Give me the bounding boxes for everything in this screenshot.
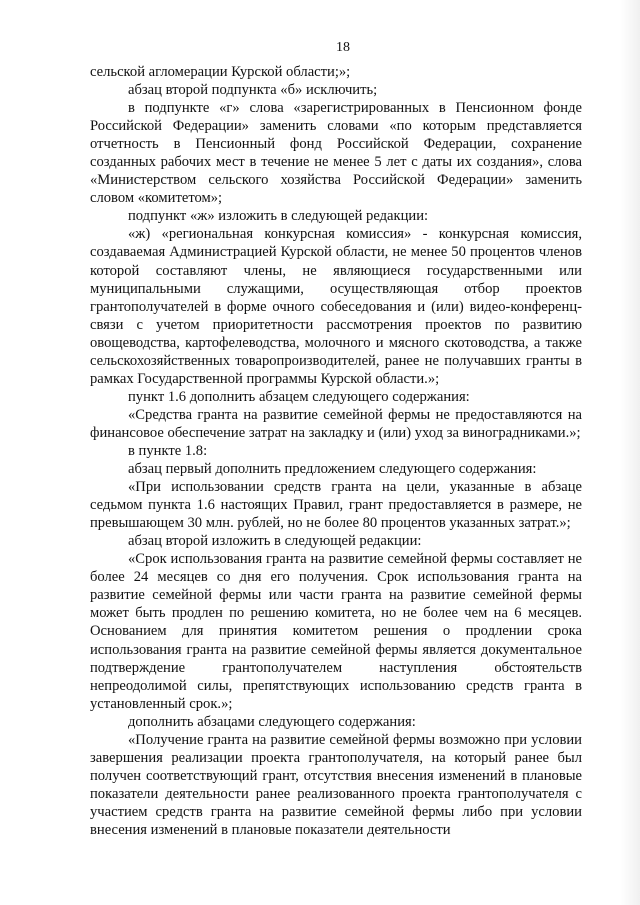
paragraph-5: «ж) «региональная конкурсная комиссия» - конкурсная комиссия, создаваемая Администрацией Курской области, не менее 50 процентов членов которой составляют члены, не являющиеся государственными или муниципальными служащими, осуществляющая отбор проектов грантополучателей в форме очного собеседования и (или) видео-конференц-связи с учетом приоритетности рассмотрения проектов по развитию овощеводства, картофелеводства, молочного и мясного скотоводства, а также сельскохозяйственных товаропроизводителей, ранее не получавших гранты в рамках Государственной программы Курской области.»;	[90, 226, 582, 387]
paragraph-2: абзац второй подпункта «б» исключить;	[128, 82, 378, 99]
page-number: 18	[336, 40, 350, 55]
paragraph-9: абзац первый дополнить предложением следующего содержания:	[128, 461, 537, 478]
paragraph-12: «Срок использования гранта на развитие семейной фермы составляет не более 24 месяцев со дня его получения. Срок использования гранта на развитие семейной фермы или части гранта на развитие семейной фермы может быть продлен по решению комитета, но не более чем на 6 месяцев. Основанием для принятия комитетом решения о продлении срока использования гранта на развитие семейной фермы является документальное подтверждение грантополучателем наступления обстоятельств непреодолимой силы, препятствующих использованию средств гранта в установленный срок.»;	[90, 551, 582, 712]
paragraph-14: «Получение гранта на развитие семейной фермы возможно при условии завершения реализации проекта грантополучателя, на который ранее был получен соответствующий грант, отсутствия внесения изменений в плановые показатели деятельности ранее реализованного проекта грантополучателя с участием средств гранта на развитие семейной фермы либо при условии внесения изменений в плановые показатели деятельности	[90, 731, 582, 838]
paragraph-6: пункт 1.6 дополнить абзацем следующего содержания:	[128, 388, 470, 405]
paragraph-4: подпункт «ж» изложить в следующей редакции:	[128, 208, 429, 225]
paragraph-13: дополнить абзацами следующего содержания:	[128, 713, 416, 730]
paragraph-8: в пункте 1.8:	[128, 442, 208, 459]
paragraph-10: «При использовании средств гранта на цели, указанные в абзаце седьмом пункта 1.6 настоящих Правил, грант предоставляется в размере, не превышающем 30 млн. рублей, но не более 80 процентов указанных затрат.»;	[90, 479, 582, 532]
paragraph-11: абзац второй изложить в следующей редакции:	[128, 533, 422, 550]
paragraph-7: «Средства гранта на развитие семейной фермы не предоставляются на финансовое обеспечение затрат на закладку и (или) уход за виноградниками.»;	[90, 406, 582, 441]
scan-edge-shadow	[620, 0, 640, 905]
paragraph-1: сельской агломерации Курской области;»;	[90, 64, 351, 80]
paragraph-3: в подпункте «г» слова «зарегистрированных в Пенсионном фонде Российской Федерации» заменить словами «по которым представляется отчетность в Пенсионный фонд Российской Федерации, сохранение созданных рабочих мест в течение не менее 5 лет с даты их создания», слова «Министерством сельского хозяйства Российской Федерации» заменить словом «комитетом»;	[90, 100, 582, 207]
